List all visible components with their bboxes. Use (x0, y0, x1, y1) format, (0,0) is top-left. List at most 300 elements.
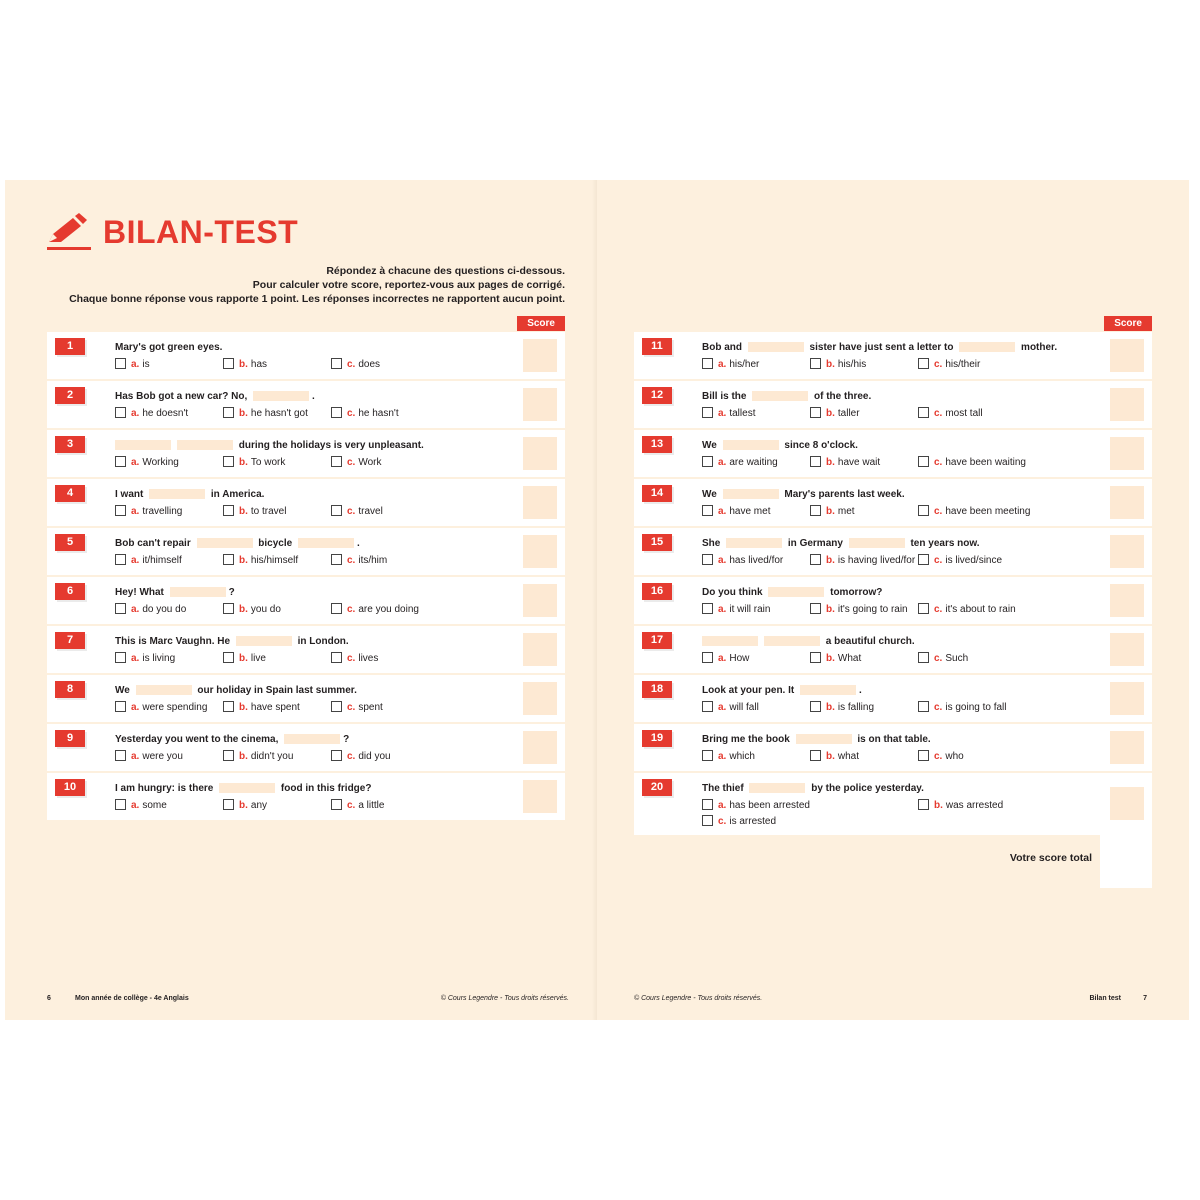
option-letter: a. (718, 604, 727, 615)
checkbox[interactable] (702, 456, 713, 467)
checkbox[interactable] (702, 799, 713, 810)
question-stem (115, 734, 349, 746)
option-letter: c. (934, 653, 943, 664)
stem-text: Look at your pen. It (702, 685, 798, 696)
checkbox[interactable] (702, 652, 713, 663)
checkbox[interactable] (115, 701, 126, 712)
option-text: it's going to rain (837, 604, 908, 615)
question-row (47, 773, 565, 822)
answer-option[interactable] (810, 603, 908, 616)
checkbox[interactable] (331, 505, 342, 516)
score-box[interactable] (1110, 388, 1144, 421)
checkbox[interactable] (331, 358, 342, 369)
option-letter: b. (826, 751, 835, 762)
answer-option[interactable] (223, 603, 281, 616)
answer-option[interactable] (810, 750, 859, 763)
score-box[interactable] (1110, 535, 1144, 568)
stem-text: Bob can't repair (115, 538, 194, 549)
option-letter: c. (347, 604, 356, 615)
score-box[interactable] (1110, 584, 1144, 617)
instruction-line: Répondez à chacune des questions ci-dessous. (326, 265, 565, 277)
option-text: it's about to rain (945, 604, 1016, 615)
answer-option[interactable] (810, 358, 866, 371)
question-row (47, 479, 565, 528)
option-letter: b. (239, 506, 248, 517)
score-box[interactable] (1110, 787, 1144, 820)
answer-option[interactable] (331, 505, 383, 518)
checkbox[interactable] (918, 603, 929, 614)
question-number: 15 (642, 534, 672, 551)
checkbox[interactable] (810, 505, 821, 516)
option-text: met (837, 506, 855, 517)
stem-text: I am hungry: is there (115, 783, 217, 794)
answer-option[interactable] (702, 554, 783, 567)
score-box[interactable] (523, 486, 557, 519)
footer-right-section: Bilan test (1089, 995, 1121, 1002)
option-letter: c. (718, 816, 727, 827)
option-letter: c. (347, 800, 356, 811)
option-text: is arrested (729, 816, 777, 827)
score-box[interactable] (523, 682, 557, 715)
checkbox[interactable] (702, 407, 713, 418)
question-row (634, 626, 1152, 675)
score-box[interactable] (523, 584, 557, 617)
answer-option[interactable] (702, 652, 749, 665)
checkbox[interactable] (115, 554, 126, 565)
option-letter: b. (826, 653, 835, 664)
question-row (47, 724, 565, 773)
checkbox[interactable] (331, 701, 342, 712)
option-letter: c. (347, 702, 356, 713)
checkbox[interactable] (331, 603, 342, 614)
option-letter: a. (131, 408, 140, 419)
question-row (634, 430, 1152, 479)
option-text: was arrested (945, 800, 1004, 811)
option-letter: b. (239, 800, 248, 811)
stem-text: since 8 o'clock. (781, 440, 858, 451)
checkbox[interactable] (223, 652, 234, 663)
option-letter: a. (718, 457, 727, 468)
checkbox[interactable] (810, 358, 821, 369)
option-letter: c. (347, 555, 356, 566)
checkbox[interactable] (223, 505, 234, 516)
stem-text: during the holidays is very unpleasant. (236, 440, 424, 451)
stem-text: tomorrow? (827, 587, 883, 598)
stem-text: Yesterday you went to the cinema, (115, 734, 282, 745)
answer-option[interactable] (918, 505, 1030, 518)
question-number: 20 (642, 779, 672, 796)
footer-left-page-number: 6 (47, 995, 51, 1002)
answer-option[interactable] (115, 554, 182, 567)
answer-option[interactable] (331, 554, 387, 567)
answer-option[interactable] (115, 505, 182, 518)
answer-option[interactable] (115, 750, 183, 763)
score-header: Score (517, 316, 565, 331)
stem-text: in America. (208, 489, 265, 500)
option-text: spent (358, 702, 383, 713)
checkbox[interactable] (331, 456, 342, 467)
checkbox[interactable] (918, 505, 929, 516)
stem-text: a beautiful church. (823, 636, 915, 647)
answer-blank (726, 538, 782, 548)
answer-blank (197, 538, 253, 548)
checkbox[interactable] (223, 554, 234, 565)
answer-option[interactable] (115, 407, 188, 420)
option-text: live (250, 653, 266, 664)
score-box[interactable] (523, 780, 557, 813)
answer-option[interactable] (918, 456, 1026, 469)
option-letter: b. (934, 800, 943, 811)
page-title: BILAN-TEST (103, 214, 299, 250)
checkbox[interactable] (115, 407, 126, 418)
question-row (634, 479, 1152, 528)
option-letter: c. (934, 604, 943, 615)
option-letter: b. (826, 457, 835, 468)
checkbox[interactable] (115, 505, 126, 516)
stem-text: by the police yesterday. (808, 783, 924, 794)
option-text: which (729, 751, 755, 762)
option-text: his/their (945, 359, 981, 370)
stem-text: . (356, 538, 360, 549)
option-letter: c. (347, 408, 356, 419)
checkbox[interactable] (702, 554, 713, 565)
option-text: have wait (837, 457, 881, 468)
option-letter: c. (934, 555, 943, 566)
answer-option[interactable] (918, 652, 968, 665)
option-letter: a. (131, 457, 140, 468)
answer-option[interactable] (331, 799, 384, 812)
stem-text: We (702, 489, 720, 500)
answer-option[interactable] (223, 701, 300, 714)
score-box[interactable] (1110, 437, 1144, 470)
checkbox[interactable] (115, 799, 126, 810)
option-letter: a. (131, 506, 140, 517)
question-stem (702, 685, 862, 697)
answer-option[interactable] (918, 407, 983, 420)
pencil-icon (47, 212, 93, 252)
question-stem (702, 538, 980, 550)
question-row (634, 577, 1152, 626)
checkbox[interactable] (331, 652, 342, 663)
question-number: 1 (55, 338, 85, 355)
question-number: 11 (642, 338, 672, 355)
answer-option[interactable] (702, 603, 770, 616)
stem-text: . (312, 391, 315, 402)
option-text: lives (358, 653, 379, 664)
checkbox[interactable] (223, 358, 234, 369)
option-text: has been arrested (729, 800, 810, 811)
answer-option[interactable] (810, 505, 855, 518)
answer-option[interactable] (331, 701, 383, 714)
option-text: taller (837, 408, 860, 419)
answer-blank (752, 391, 808, 401)
option-letter: a. (718, 408, 727, 419)
answer-option[interactable] (810, 652, 861, 665)
answer-blank (796, 734, 852, 744)
stem-text: sister have just sent a letter to (806, 342, 957, 353)
option-letter: b. (239, 751, 248, 762)
option-letter: a. (718, 751, 727, 762)
answer-option[interactable] (918, 701, 1007, 714)
option-letter: b. (239, 359, 248, 370)
answer-option[interactable] (223, 505, 286, 518)
answer-option[interactable] (702, 505, 770, 518)
answer-blank (219, 783, 275, 793)
question-stem (702, 440, 858, 452)
option-letter: b. (826, 702, 835, 713)
score-box[interactable] (523, 731, 557, 764)
stem-text: Hey! What (115, 587, 167, 598)
checkbox[interactable] (918, 358, 929, 369)
checkbox[interactable] (223, 456, 234, 467)
checkbox[interactable] (918, 407, 929, 418)
score-box[interactable] (523, 633, 557, 666)
checkbox[interactable] (702, 701, 713, 712)
checkbox[interactable] (115, 652, 126, 663)
answer-option[interactable] (702, 358, 759, 371)
answer-option[interactable] (115, 652, 175, 665)
checkbox[interactable] (115, 603, 126, 614)
answer-option[interactable] (115, 603, 186, 616)
question-row (634, 773, 1152, 837)
checkbox[interactable] (810, 652, 821, 663)
option-text: its/him (358, 555, 388, 566)
option-letter: c. (347, 359, 356, 370)
stem-text: Do you think (702, 587, 766, 598)
checkbox[interactable] (918, 750, 929, 761)
answer-blank (253, 391, 309, 401)
question-stem (115, 685, 357, 697)
answer-option[interactable] (223, 750, 293, 763)
answer-option[interactable] (918, 750, 964, 763)
question-row (634, 528, 1152, 577)
checkbox[interactable] (223, 407, 234, 418)
answer-option[interactable] (115, 358, 150, 371)
option-text: has (250, 359, 268, 370)
answer-blank (136, 685, 192, 695)
question-stem (115, 391, 315, 403)
checkbox[interactable] (810, 603, 821, 614)
option-letter: b. (826, 604, 835, 615)
answer-blank (284, 734, 340, 744)
answer-option[interactable] (115, 456, 179, 469)
answer-option[interactable] (702, 815, 776, 828)
checkbox[interactable] (702, 815, 713, 826)
stem-text: The thief (702, 783, 747, 794)
checkbox[interactable] (918, 554, 929, 565)
answer-option[interactable] (918, 358, 980, 371)
question-row (47, 528, 565, 577)
score-header: Score (1104, 316, 1152, 331)
question-stem (115, 342, 222, 354)
option-text: is (142, 359, 150, 370)
stem-text: in Germany (785, 538, 846, 549)
stem-text: mother. (1018, 342, 1058, 353)
option-letter: c. (934, 359, 943, 370)
answer-option[interactable] (331, 358, 380, 371)
stem-text: Has Bob got a new car? No, (115, 391, 251, 402)
option-text: travelling (142, 506, 183, 517)
checkbox[interactable] (810, 407, 821, 418)
question-number: 19 (642, 730, 672, 747)
score-box[interactable] (523, 388, 557, 421)
checkbox[interactable] (331, 799, 342, 810)
option-letter: c. (347, 457, 356, 468)
option-text: his/her (729, 359, 760, 370)
checkbox[interactable] (918, 701, 929, 712)
option-letter: a. (131, 702, 140, 713)
answer-option[interactable] (918, 799, 1003, 812)
answer-option[interactable] (223, 554, 298, 567)
score-box[interactable] (523, 535, 557, 568)
answer-option[interactable] (331, 456, 382, 469)
score-box[interactable] (523, 339, 557, 372)
answer-option[interactable] (810, 554, 915, 567)
option-letter: a. (718, 555, 727, 566)
question-number: 5 (55, 534, 85, 551)
option-letter: c. (934, 506, 943, 517)
score-box[interactable] (1110, 486, 1144, 519)
answer-blank (749, 783, 805, 793)
answer-option[interactable] (115, 799, 167, 812)
checkbox[interactable] (702, 603, 713, 614)
stem-text: is on that table. (854, 734, 931, 745)
answer-option[interactable] (223, 652, 266, 665)
checkbox[interactable] (223, 603, 234, 614)
score-box[interactable] (1110, 339, 1144, 372)
question-row (634, 381, 1152, 430)
option-text: How (729, 653, 750, 664)
option-text: Work (358, 457, 382, 468)
checkbox[interactable] (223, 799, 234, 810)
answer-option[interactable] (702, 750, 755, 763)
instruction-line: Pour calculer votre score, reportez-vous aux pages de corrigé. (252, 279, 565, 291)
answer-option[interactable] (331, 603, 419, 616)
answer-option[interactable] (331, 407, 399, 420)
checkbox[interactable] (918, 799, 929, 810)
checkbox[interactable] (702, 505, 713, 516)
option-text: What (837, 653, 862, 664)
stem-text: of the three. (811, 391, 872, 402)
option-text: Working (142, 457, 179, 468)
answer-option[interactable] (702, 456, 778, 469)
checkbox[interactable] (331, 554, 342, 565)
question-stem (702, 587, 882, 599)
question-number: 4 (55, 485, 85, 502)
option-letter: c. (347, 506, 356, 517)
answer-option[interactable] (918, 554, 1002, 567)
question-number: 2 (55, 387, 85, 404)
left-page (5, 180, 597, 1020)
answer-option[interactable] (331, 750, 391, 763)
question-number: 12 (642, 387, 672, 404)
question-row (47, 430, 565, 479)
option-text: any (250, 800, 268, 811)
total-score-area (634, 832, 1152, 888)
question-stem (115, 489, 264, 501)
answer-blank (149, 489, 205, 499)
answer-option[interactable] (702, 799, 810, 812)
answer-blank (764, 636, 820, 646)
answer-option[interactable] (223, 799, 267, 812)
score-box[interactable] (1110, 682, 1144, 715)
answer-option[interactable] (115, 701, 207, 714)
question-row (47, 577, 565, 626)
answer-option[interactable] (223, 407, 308, 420)
option-letter: c. (934, 408, 943, 419)
question-row (47, 626, 565, 675)
question-stem (115, 440, 424, 452)
question-stem (702, 391, 871, 403)
checkbox[interactable] (115, 750, 126, 761)
option-text: it will rain (729, 604, 771, 615)
checkbox[interactable] (331, 407, 342, 418)
option-text: have been waiting (945, 457, 1026, 468)
checkbox[interactable] (810, 701, 821, 712)
answer-blank (959, 342, 1015, 352)
option-letter: a. (718, 359, 727, 370)
checkbox[interactable] (810, 554, 821, 565)
answer-blank (849, 538, 905, 548)
option-text: is falling (837, 702, 875, 713)
checkbox[interactable] (810, 456, 821, 467)
score-box[interactable] (1110, 731, 1144, 764)
answer-option[interactable] (223, 456, 285, 469)
checkbox[interactable] (115, 456, 126, 467)
score-box[interactable] (1110, 633, 1144, 666)
question-stem (115, 636, 349, 648)
option-letter: a. (718, 506, 727, 517)
answer-blank (768, 587, 824, 597)
answer-option[interactable] (702, 407, 755, 420)
option-text: what (837, 751, 860, 762)
answer-option[interactable] (810, 407, 860, 420)
question-stem (702, 489, 905, 501)
checkbox[interactable] (702, 358, 713, 369)
option-text: most tall (945, 408, 983, 419)
right-page (597, 180, 1189, 1020)
answer-option[interactable] (702, 701, 759, 714)
answer-option[interactable] (223, 358, 267, 371)
answer-option[interactable] (918, 603, 1016, 616)
total-score-box[interactable] (1100, 832, 1152, 888)
checkbox[interactable] (918, 456, 929, 467)
stem-text: Bring me the book (702, 734, 793, 745)
option-text: his/his (837, 359, 867, 370)
option-text: has lived/for (729, 555, 784, 566)
checkbox[interactable] (115, 358, 126, 369)
checkbox[interactable] (918, 652, 929, 663)
checkbox[interactable] (702, 750, 713, 761)
answer-option[interactable] (810, 456, 880, 469)
question-stem (702, 734, 931, 746)
question-row (47, 381, 565, 430)
answer-option[interactable] (331, 652, 378, 665)
option-text: have been meeting (945, 506, 1031, 517)
option-letter: c. (347, 653, 356, 664)
answer-blank (177, 440, 233, 450)
question-stem (115, 587, 235, 599)
question-number: 9 (55, 730, 85, 747)
checkbox[interactable] (810, 750, 821, 761)
checkbox[interactable] (223, 750, 234, 761)
checkbox[interactable] (223, 701, 234, 712)
checkbox[interactable] (331, 750, 342, 761)
option-letter: a. (131, 555, 140, 566)
option-letter: b. (826, 506, 835, 517)
answer-option[interactable] (810, 701, 874, 714)
score-box[interactable] (523, 437, 557, 470)
